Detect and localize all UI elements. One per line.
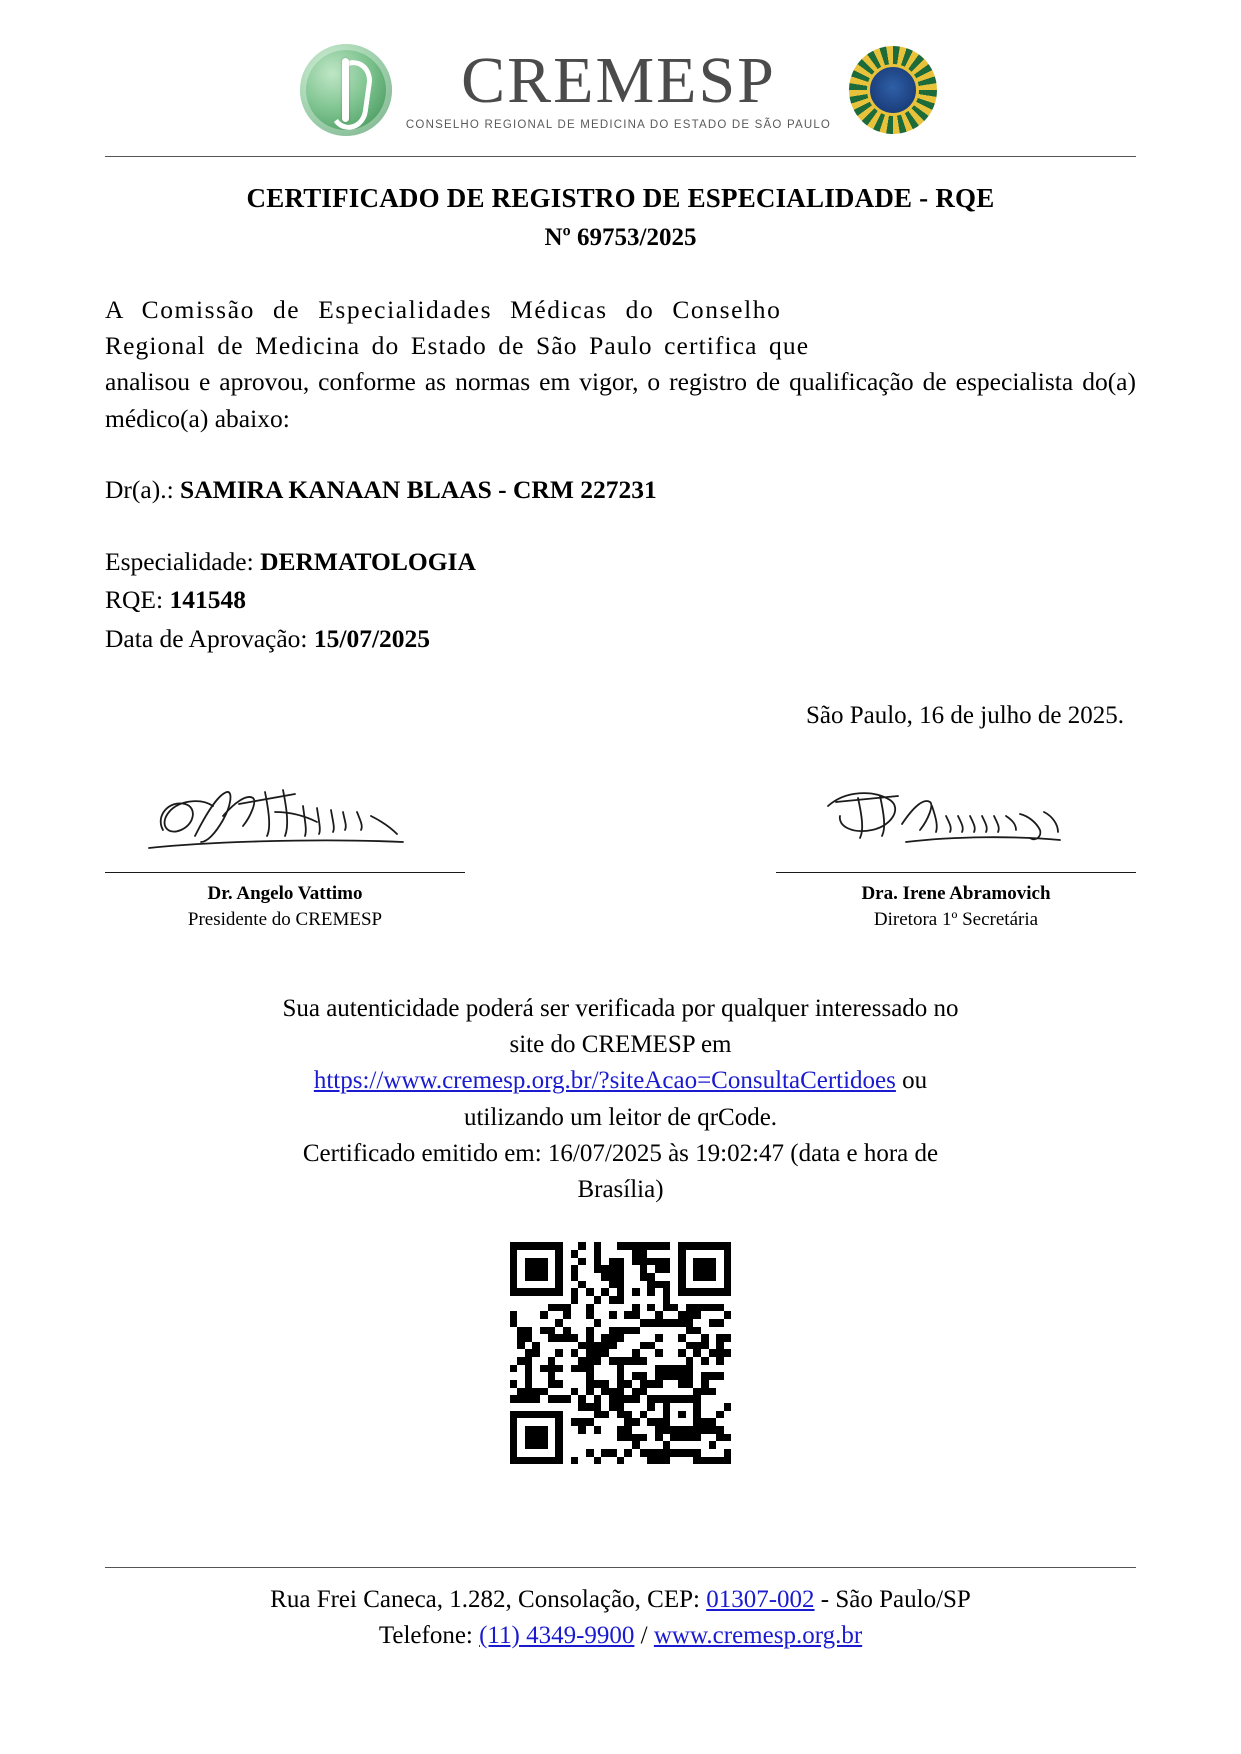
doctor-value: SAMIRA KANAAN BLAAS - CRM 227231 [180,474,657,504]
approval-date-field [105,620,1136,658]
intro-paragraph-line1: A Comissão de Especialidades Médicas do Conselho [105,295,782,324]
verification-link-suffix: ou [895,1067,928,1095]
footer-contact [105,1618,1136,1654]
signature-line [105,872,465,873]
signature-block-secretary [776,772,1136,931]
page-title: CERTIFICADO DE REGISTRO DE ESPECIALIDADE - RQE [246,183,995,213]
footer-separator: / [634,1621,654,1649]
doctor-field [105,471,1136,509]
footer-website-link[interactable]: www.cremesp.org.br [653,1621,863,1649]
signatures-row [105,772,1136,931]
specialty-label: Especialidade: [105,547,254,577]
signature-role: Diretora 1º Secretária [873,908,1039,930]
verification-line-3: utilizando um leitor de qrCode. [463,1103,778,1131]
intro-paragraph [105,292,1136,437]
city-date: São Paulo, 16 de julho de 2025. [805,701,1124,729]
header-divider [105,156,1136,157]
signature-block-president [105,772,465,931]
rqe-value: 141548 [169,585,246,615]
signature-line [776,872,1136,873]
footer-divider [105,1567,1136,1568]
doctor-label: Dr(a).: [105,474,174,504]
verification-link[interactable]: https://www.cremesp.org.br/?siteAcao=ConsultaCertidoes [313,1067,896,1095]
specialty-field [105,543,1136,581]
footer-phone-prefix: Telefone: [378,1621,480,1649]
signature-name: Dra. Irene Abramovich [861,882,1051,904]
signature-angelo-vattimo-icon [105,772,465,872]
signature-role: Presidente do CREMESP [187,908,383,930]
approval-date-value: 15/07/2025 [313,623,431,653]
approval-date-label: Data de Aprovação: [105,623,308,653]
rqe-field [105,581,1136,619]
verification-link-row [105,1063,1136,1099]
rqe-label: RQE: [105,585,164,615]
document-footer [105,1567,1136,1655]
qr-code-wrapper [105,1242,1136,1464]
cremesp-wordmark-text: CREMESP [461,44,776,118]
intro-paragraph-line3: analisou e aprovou, conforme as normas em vigor, o registro de qualificação de especialista do(a) médico(a) abaixo: [105,367,1136,433]
cremesp-emblem-icon [300,44,392,136]
footer-cep-link[interactable]: 01307-002 [706,1585,815,1613]
signature-name: Dr. Angelo Vattimo [207,882,363,904]
document-header [105,0,1136,150]
verification-line-4: Certificado emitido em: 16/07/2025 às 19:02:47 (data e hora de [302,1139,939,1167]
qr-code-verificacao [510,1242,732,1464]
verification-line-1: Sua autenticidade poderá ser verificada por qualquer interessado no [282,994,959,1022]
verification-line-2: site do CREMESP em [509,1031,732,1059]
footer-address-prefix: Rua Frei Caneca, 1.282, Consolação, CEP: [270,1585,707,1613]
certificate-number: Nº 69753/2025 [544,224,697,251]
brasao-republica-icon [845,42,941,138]
footer-address [105,1582,1136,1618]
specialty-block [105,543,1136,658]
verification-line-5: Brasília) [577,1176,664,1204]
signature-irene-abramovich-icon [776,772,1136,872]
verification-text [105,991,1136,1209]
cremesp-wordmark [405,44,832,132]
footer-address-suffix: - São Paulo/SP [814,1585,971,1613]
cremesp-tagline: CONSELHO REGIONAL DE MEDICINA DO ESTADO DE SÃO PAULO [405,119,832,132]
intro-paragraph-line2: Regional de Medicina do Estado de São Paulo certifica que [105,331,810,361]
specialty-value: DERMATOLOGIA [260,547,476,577]
footer-phone-link[interactable]: (11) 4349-9900 [479,1621,635,1649]
